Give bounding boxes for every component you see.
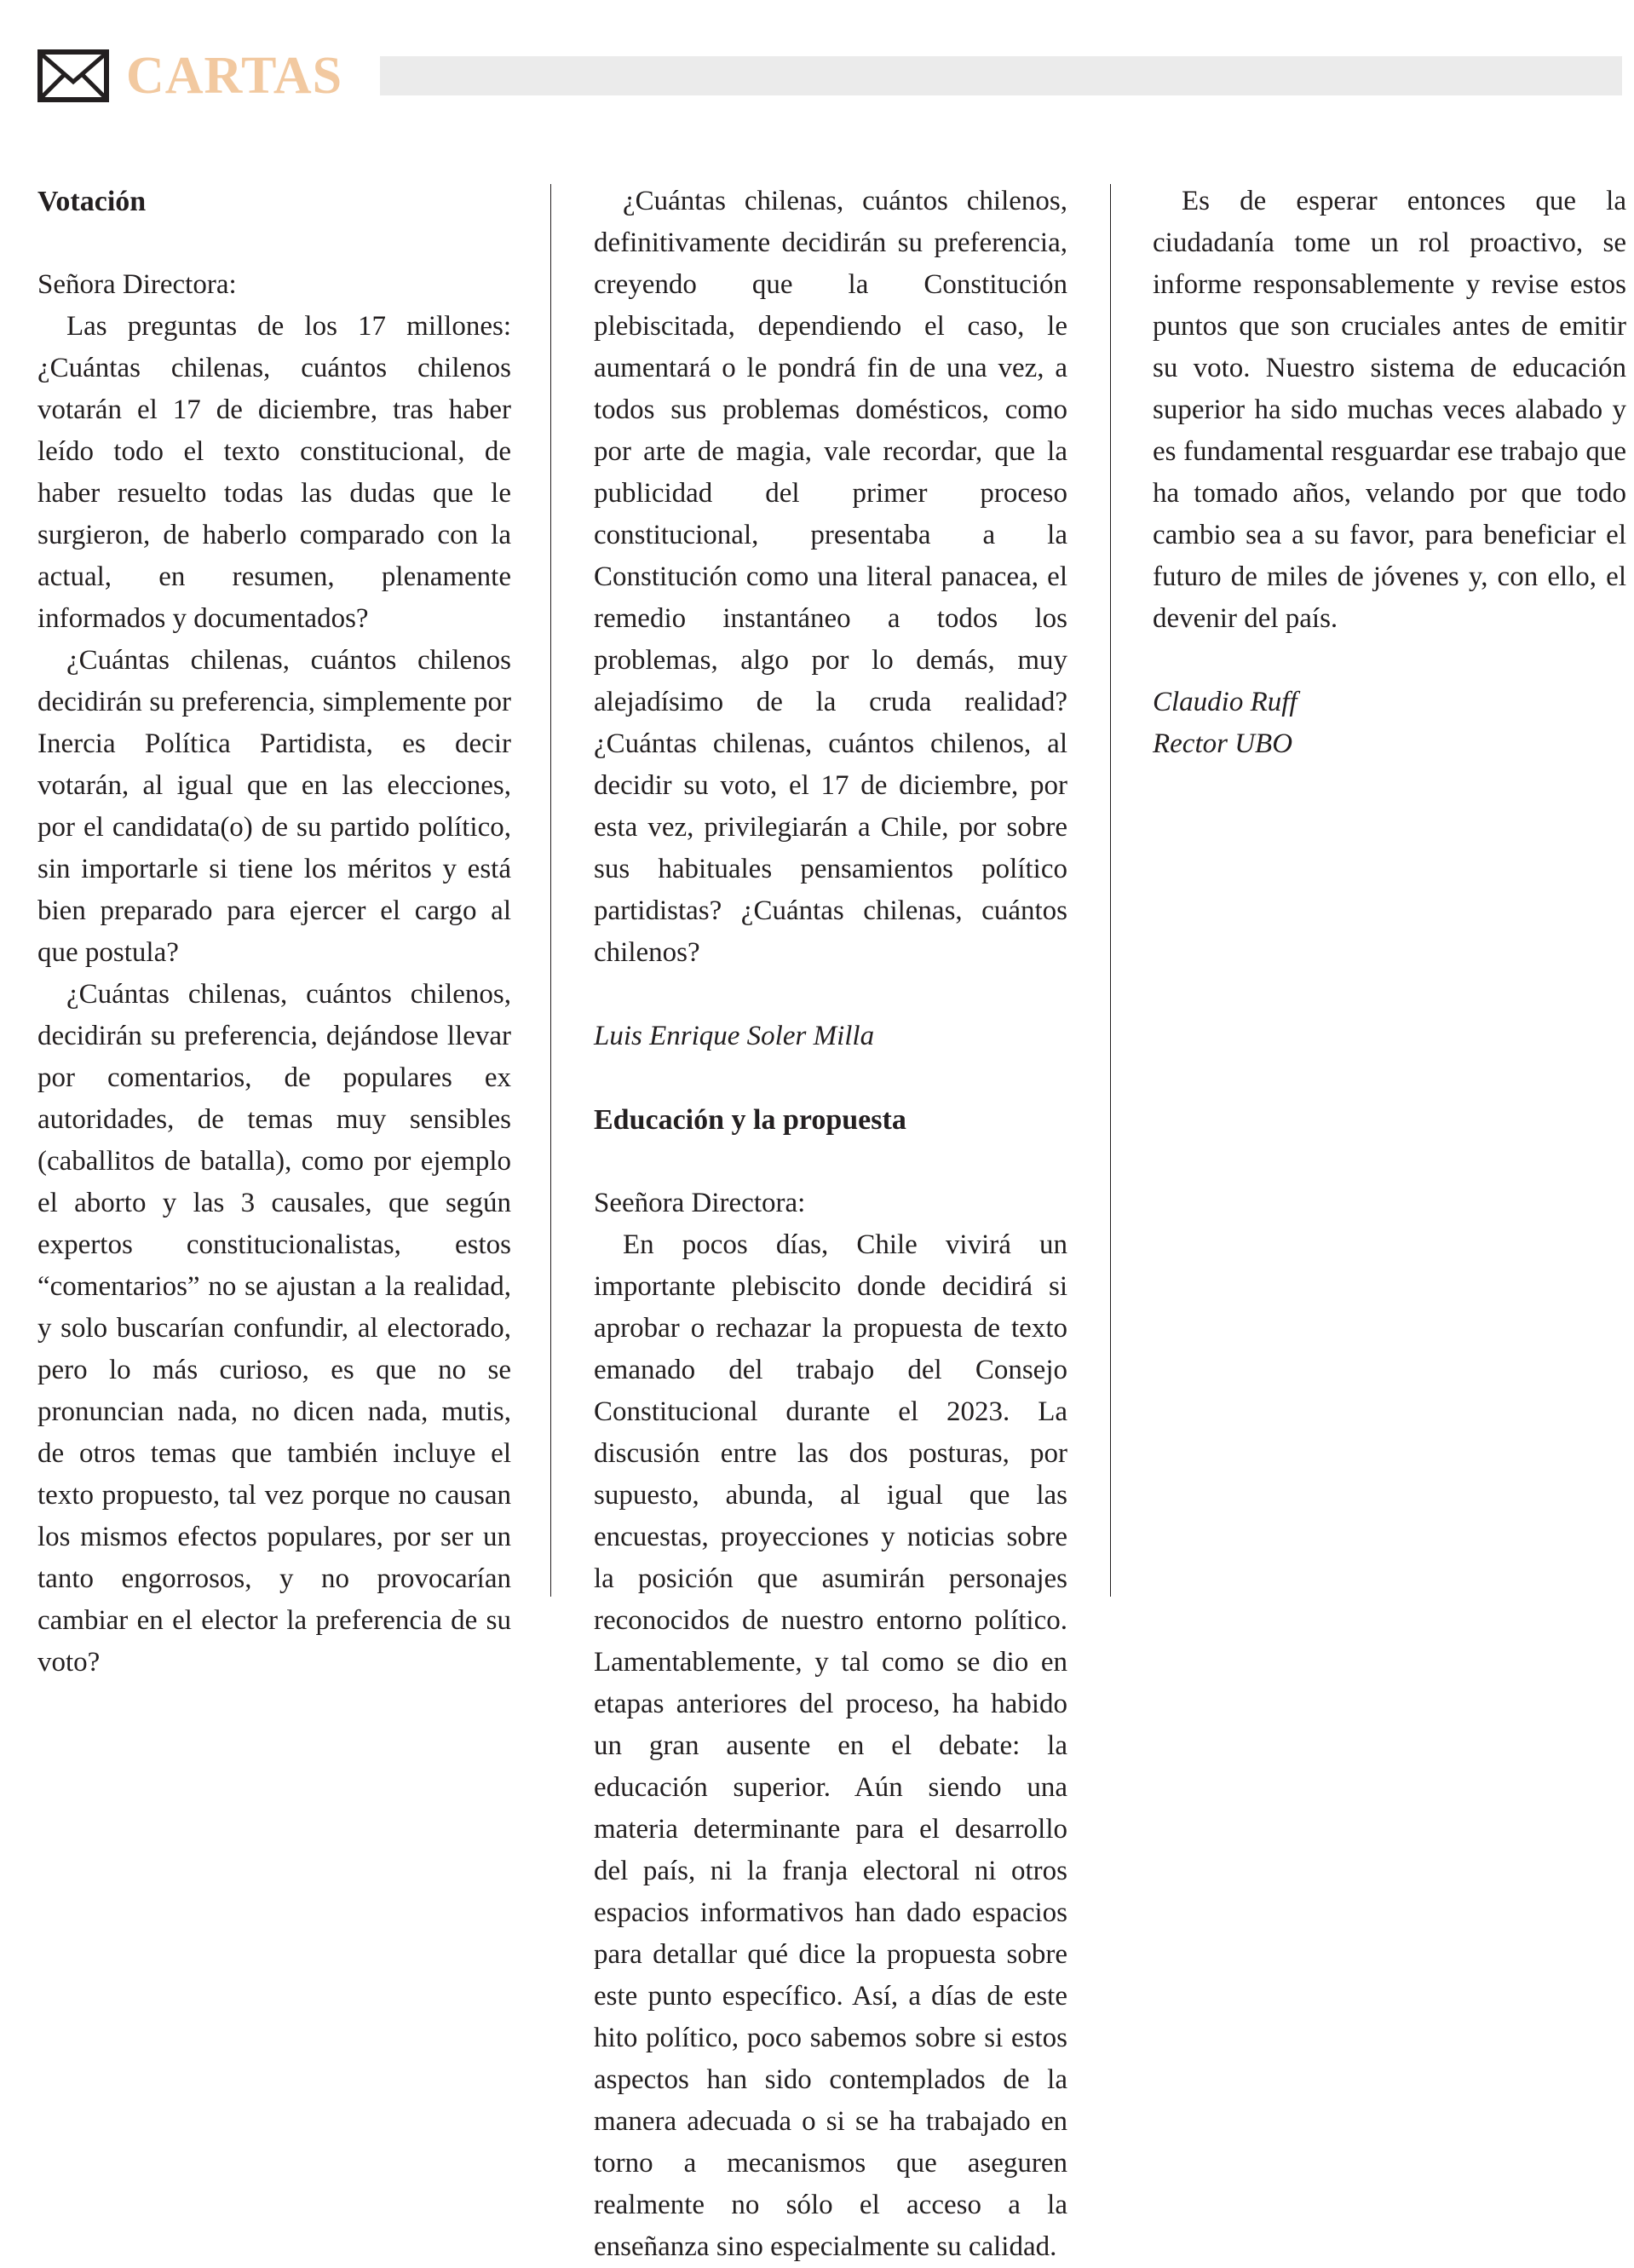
letter-title: Votación: [37, 186, 147, 217]
letter-paragraph: Es de esperar entonces que la ciudadanía tome un rol proactivo, se informe responsablemente y revise estos puntos que son cruciales antes de emitir su voto. Nuestro sistema de educación superior ha sido muchas veces alabado y es fundamental resguardar ese trabajo que ha tomado años, velando por que todo cambio sea a su favor, para beneficiar el futuro de miles de jóvenes y, con ello, el devenir del país.: [1153, 186, 1626, 634]
letter-signature: Luis Enrique Soler Milla: [594, 1021, 875, 1051]
letter-signature-role: Rector UBO: [1153, 728, 1293, 759]
column-divider: [550, 184, 551, 1597]
letter-signature: Claudio Ruff: [1153, 687, 1297, 717]
letter-paragraph: En pocos días, Chile vivirá un importante plebiscito donde decidirá si aprobar o rechazar la propuesta de texto emanado del trabajo del Consejo Constitucional durante el 2023. La discusión entre las dos posturas, por supuesto, abunda, al igual que las encuestas, proyecciones y noticias sobre la posición que asumirán personajes reconocidos de nuestro entorno político. Lamentablemente, y tal como se dio en etapas anteriores del proceso, ha habido un gran ausente en el debate: la educación superior. Aún siendo una materia determinante para el desarrollo del país, ni la franja electoral ni otros espacios informativos han dado espacios para detallar qué dice la propuesta sobre este punto específico. Así, a días de este hito político, poco sabemos sobre si estos aspectos han sido contemplados de la manera adecuada o si se ha trabajado en torno a mecanismos que aseguren realmente no sólo el acceso a la enseñanza sino especialmente su calidad.: [594, 1229, 1067, 2262]
column-2: [594, 181, 1067, 2268]
envelope-icon: [37, 49, 109, 102]
column-divider: [1110, 184, 1111, 1597]
column-3: [1153, 181, 1626, 765]
letter-salutation: Señora Directora:: [37, 269, 237, 300]
letter-paragraph: ¿Cuántas chilenas, cuántos chilenos, definitivamente decidirán su preferencia, creyendo que la Constitución plebiscitada, dependiendo el caso, le aumentará o le pondrá fin de una vez, a todos sus problemas domésticos, como por arte de magia, vale recordar, que la publicidad del primer proceso constitucional, presentaba a la Constitución como una literal panacea, el remedio instantáneo a todos los problemas, algo por lo demás, muy alejadísimo de la cruda realidad? ¿Cuántas chilenas, cuántos chilenos, al decidir su voto, el 17 de diciembre, por esta vez, privilegiarán a Chile, por sobre sus habituales pensamientos político partidistas? ¿Cuántas chilenas, cuántos chilenos?: [594, 186, 1067, 968]
letter-paragraph: ¿Cuántas chilenas, cuántos chilenos decidirán su preferencia, simplemente por Inercia Política Partidista, es decir votarán, al igual que en las elecciones, por el candidata(o) de su partido político, sin importarle si tiene los méritos y está bien preparado para ejercer el cargo al que postula?: [37, 645, 511, 968]
title-bar: [380, 56, 1622, 95]
letter-title: Educación y la propuesta: [594, 1104, 906, 1136]
letter-paragraph: Las preguntas de los 17 millones: ¿Cuántas chilenas, cuántos chilenos votarán el 17 de diciembre, tras haber leído todo el texto constitucional, de haber resuelto todas las dudas que le surgieron, de haberlo comparado con la actual, en resumen, plenamente informados y documentados?: [37, 311, 511, 634]
letter-paragraph: ¿Cuántas chilenas, cuántos chilenos, decidirán su preferencia, dejándose llevar por comentarios, de populares ex autoridades, de temas muy sensibles (caballitos de batalla), como por ejemplo el aborto y las 3 causales, que según expertos constitucionalistas, estos “comentarios” no se ajustan a la realidad, y solo buscarían confundir, al electorado, pero lo más curioso, es que no se pronuncian nada, no dicen nada, mutis, de otros temas que también incluye el texto propuesto, tal vez porque no causan los mismos efectos populares, por ser un tanto engorrosos, y no provocarían cambiar en el elector la preferencia de su voto?: [37, 979, 511, 1678]
letter-salutation: Seeñora Directora:: [594, 1188, 806, 1218]
column-1: [37, 181, 511, 1684]
section-title: CARTAS: [126, 47, 343, 105]
section-masthead: [37, 46, 1622, 106]
